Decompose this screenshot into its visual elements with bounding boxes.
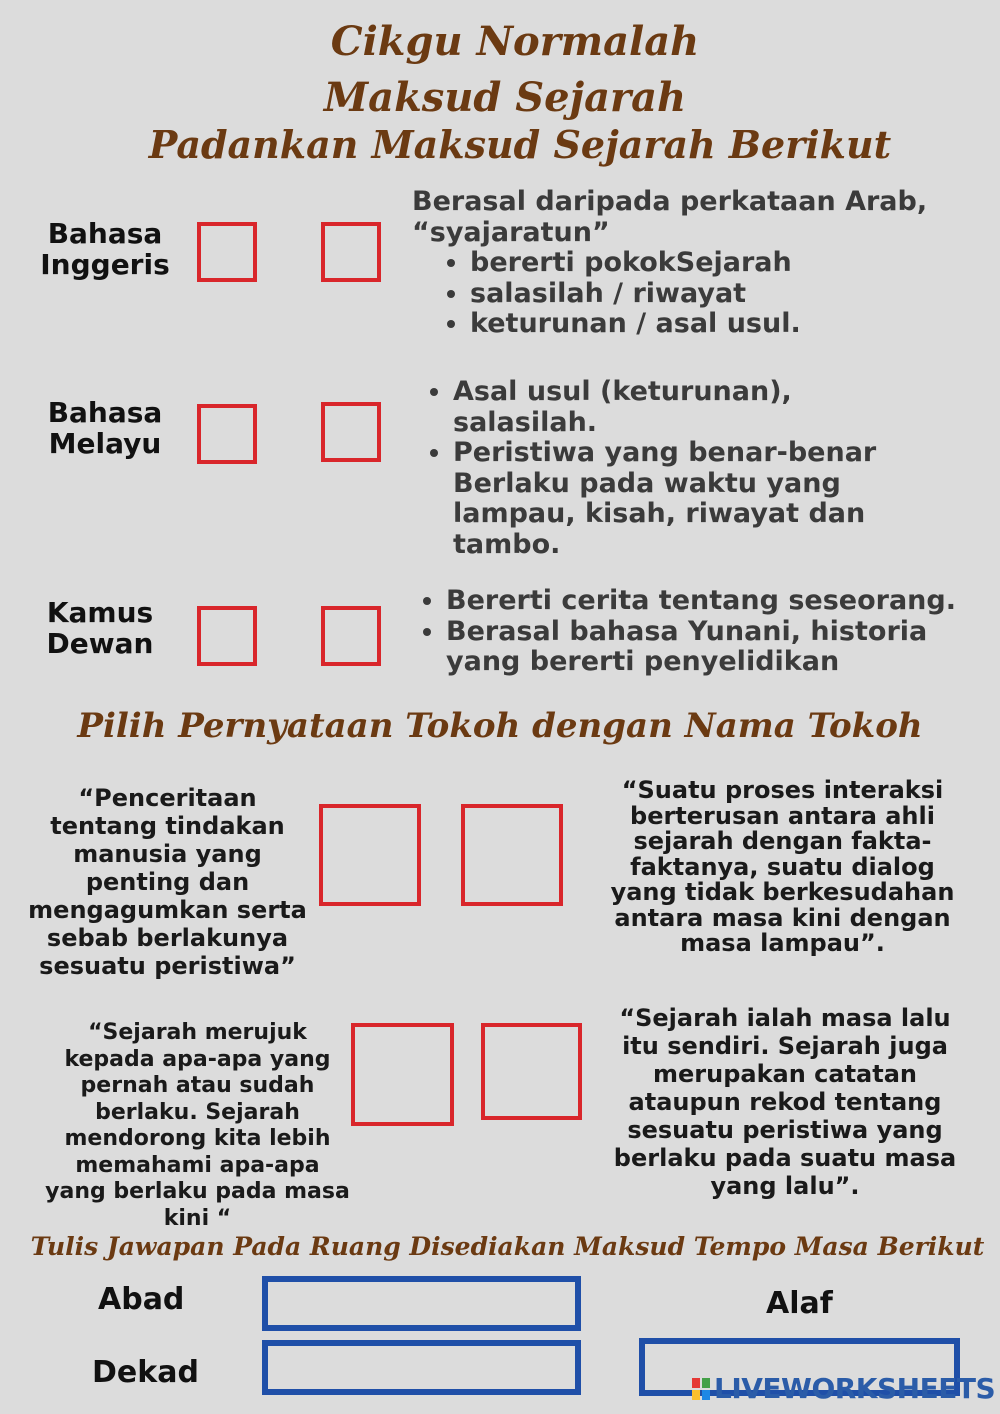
quote-line: kepada apa-apa yang [64,1046,331,1072]
quote-line: itu sendiri. Sejarah juga [622,1032,948,1060]
definition-line: tambo. [453,528,561,560]
quote-line: “Sejarah merujuk [88,1020,307,1045]
quote-line: pernah atau sudah [80,1073,315,1098]
drop-box-inggeris-2[interactable] [321,222,381,282]
definition-line: Berlaku pada waktu yang [453,467,841,499]
liveworksheets-logo [692,1372,995,1405]
drop-box-quote3-2[interactable] [481,1023,582,1120]
definition-bullet: • bererti pokokSejarah [470,248,997,279]
label-kamus-dewan [25,597,175,659]
quote-proses-interaksi [580,778,985,957]
drop-box-quote1-1[interactable] [319,804,421,906]
drop-box-kamus-1[interactable] [197,606,257,666]
quote-line: antara masa kini dengan [614,903,951,932]
definition-line: salasilah. [453,406,598,438]
quote-line: yang lalu”. [710,1172,860,1200]
definition-bullet [453,438,979,560]
quote-masa-lalu [595,1004,975,1200]
definition-line: yang bererti penyelidikan [446,646,840,677]
definition-line: lampau, kisah, riwayat dan [453,498,866,529]
drop-box-inggeris-1[interactable] [197,222,257,282]
liveworksheets-logo-icon [692,1378,710,1400]
drop-box-kamus-2[interactable] [321,606,381,666]
quote-line: manusia yang [73,840,262,868]
quote-line: “Penceritaan [78,784,257,812]
drop-box-quote3-1[interactable] [351,1023,454,1126]
definition-line: • Berasal bahasa Yunani, historia [446,615,928,647]
quote-line: mendorong kita lebih [64,1126,331,1151]
definition-yunani [412,586,997,678]
quote-line: berlaku pada suatu masa [613,1144,957,1172]
definition-bullet: • salasilah / riwayat [470,279,997,310]
label-line: Bahasa [47,396,163,429]
quote-sejarah-merujuk [30,1020,365,1232]
quote-line: “Sejarah ialah masa lalu [619,1004,951,1032]
teacher-name: Cikgu Normalah [330,18,700,65]
label-line: Melayu [48,427,162,460]
definition-bullet [446,586,997,617]
quote-line: kini “ [163,1205,232,1231]
label-bahasa-inggeris [30,218,180,280]
quote-line: berterusan antara ahli [630,801,935,830]
definition-lead: Berasal daripada perkataan Arab, [412,186,928,217]
quote-line: sebab berlakunya [46,924,289,952]
section3-title: Tulis Jawapan Pada Ruang Disediakan Maksud Tempo Masa Berikut [30,1232,985,1261]
definition-line: • Bererti cerita tentang seseorang. [446,585,956,616]
quote-line: “Suatu proses interaksi [621,776,944,804]
definition-melayu [419,377,979,560]
label-line: Inggeris [40,248,170,281]
quote-line: ataupun rekod tentang [628,1088,942,1116]
quote-line: penting dan [85,868,250,896]
quote-line: tentang tindakan [50,812,285,840]
label-bahasa-melayu [30,397,180,459]
definition-bullet [446,617,997,678]
label-line: Bahasa [47,217,163,250]
quote-line: sesuatu peristiwa” [39,952,296,980]
label-alaf: Alaf [766,1286,833,1321]
definition-line: • Peristiwa yang benar-benar [453,437,877,468]
drop-box-melayu-1[interactable] [197,404,257,464]
definition-lead: “syajaratun” [412,216,610,248]
quote-line: memahami apa-apa [75,1152,320,1178]
quote-line: berlaku. Sejarah [95,1099,300,1125]
match-instruction: Padankan Maksud Sejarah Berikut [148,122,892,167]
quote-line: yang tidak berkesudahan [610,878,955,906]
answer-abad-input[interactable] [262,1276,581,1331]
quote-line: faktanya, suatu dialog [630,852,935,881]
label-line: Kamus [46,596,154,629]
section2-title: Pilih Pernyataan Tokoh dengan Nama Tokoh [77,706,923,746]
quote-line: mengagumkan serta [28,896,307,924]
label-abad: Abad [98,1282,185,1317]
definition-arab [412,187,997,340]
definition-line: • Asal usul (keturunan), [453,376,792,407]
drop-box-quote1-2[interactable] [461,804,563,906]
definition-bullet [453,377,979,438]
quote-line: sesuatu peristiwa yang [627,1116,943,1144]
quote-line: sejarah dengan fakta- [633,827,932,855]
definition-bullet: • keturunan / asal usul. [470,309,997,340]
topic-title: Maksud Sejarah [323,74,687,121]
quote-line: merupakan catatan [652,1060,918,1088]
label-dekad: Dekad [92,1355,199,1390]
quote-penceritaan [10,784,325,980]
liveworksheets-logo-text: LIVEWORKSHEETS [714,1372,996,1405]
quote-line: yang berlaku pada masa [45,1179,350,1204]
label-line: Dewan [46,627,154,660]
answer-dekad-input[interactable] [262,1340,581,1395]
drop-box-melayu-2[interactable] [321,402,381,462]
quote-line: masa lampau”. [680,929,885,957]
